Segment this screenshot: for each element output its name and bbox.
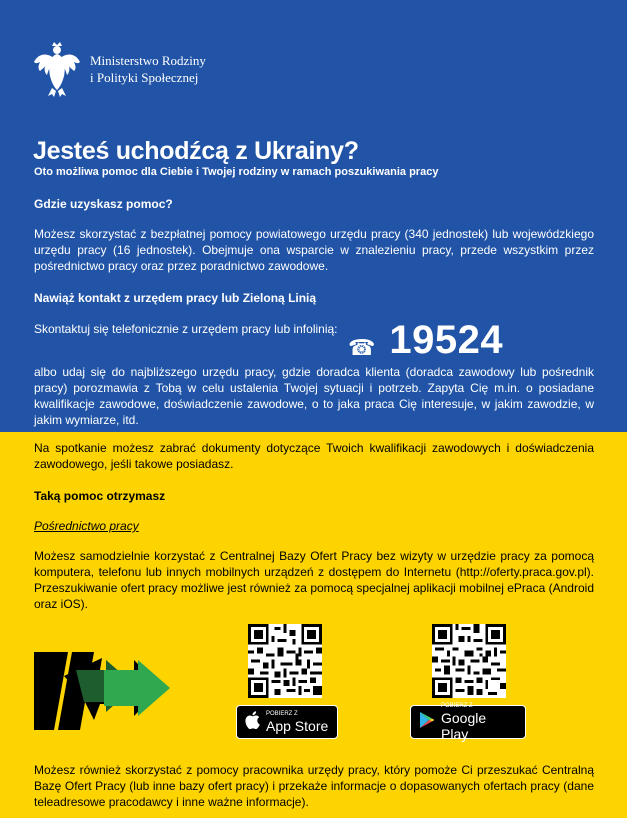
polish-eagle-emblem-icon bbox=[32, 40, 82, 98]
apple-icon bbox=[245, 711, 260, 734]
paragraph-office-help: Możesz również skorzystać z pomocy pracownika urzędy pracy, który pomoże Ci przeszukać Centralną Bazę Ofert Pracy (lub inne bazy ofert pracy) i przekaże informacje o dopasowanych ofertach pracy (dane teleadresowe pracodawcy i inne ważne informacje). bbox=[34, 763, 594, 809]
google-play-label: Google Play bbox=[441, 709, 487, 742]
ministry-name bbox=[90, 52, 206, 86]
app-store-label: App Store bbox=[266, 717, 329, 734]
qr-code-google-play[interactable] bbox=[432, 624, 506, 698]
ministry-name-line1: Ministerstwo Rodziny bbox=[90, 53, 206, 68]
ministry-name-line2: i Polityki Społecznej bbox=[90, 70, 199, 85]
google-play-icon bbox=[419, 711, 435, 734]
app-store-small-label: POBIERZ Z bbox=[266, 710, 298, 717]
google-play-small-label: POBIERZ Z bbox=[441, 702, 473, 709]
page-title: Jesteś uchodźcą z Ukrainy? bbox=[33, 137, 359, 165]
page-subtitle: Oto możliwa pomoc dla Ciebie i Twojej rodziny w ramach poszukiwania pracy bbox=[34, 166, 439, 178]
hotline-number: 19524 bbox=[389, 318, 504, 362]
paragraph-contact-body: albo udaj się do najbliższego urzędu pracy, gdzie doradca klienta (doradca zawodowy lub pośrednik pracy) porozmawia z Tobą w celu ustalenia Twojej sytuacji i potrzeb. Zapyta Cię m.in. o posiadane kwalifikacje zawodowe, doświadczenie zawodowe, o to jaka praca Cię interesuje, w jakim zawodzie, w jakim wymiarze, itd. bbox=[34, 365, 594, 427]
ministry-header bbox=[32, 40, 206, 98]
qr-code-app-store[interactable] bbox=[248, 624, 322, 698]
hotline bbox=[348, 318, 503, 363]
subheading-job-placement: Pośrednictwo pracy bbox=[34, 519, 139, 533]
phone-icon: ☎ bbox=[348, 334, 376, 360]
paragraph-contact-intro: Skontaktuj się telefonicznie z urzędem pracy lub infolinią: bbox=[34, 322, 338, 336]
section-heading-help-received: Taką pomoc otrzymasz bbox=[34, 489, 166, 503]
google-play-button[interactable] bbox=[410, 702, 526, 742]
section-heading-contact: Nawiąż kontakt z urzędem pracy lub Zieloną Linią bbox=[34, 291, 317, 305]
app-store-button[interactable] bbox=[236, 705, 338, 739]
paragraph-documents: Na spotkanie możesz zabrać dokumenty dotyczące Twoich kwalifikacji zawodowych i doświadczenia zawodowego, jeśli takowe posiadasz. bbox=[34, 441, 594, 471]
qr-code-icon bbox=[248, 624, 322, 698]
labour-office-logo-icon bbox=[34, 636, 176, 730]
paragraph-where-help: Możesz skorzystać z bezpłatnej pomocy powiatowego urzędu pracy (340 jednostek) lub wojewódzkiego urzędu pracy (16 jednostek). Obejmuje ona wsparcie w znalezieniu pracy, przede wszystkim przez pośrednictwo pracy oraz przez poradnictwo zawodowe. bbox=[34, 227, 594, 273]
section-heading-where-help: Gdzie uzyskasz pomoc? bbox=[34, 197, 173, 211]
paragraph-job-database: Możesz samodzielnie korzystać z Centralnej Bazy Ofert Pracy bez wizyty w urzędzie pracy za pomocą komputera, telefonu lub innych mobilnych urządzeń z dostępem do Internetu (http://oferty.praca.gov.pl). Przeszukiwanie ofert pracy możliwe jest również za pomocą specjalnej aplikacji mobilnej ePraca (Android oraz iOS). bbox=[34, 549, 594, 611]
qr-code-icon bbox=[432, 624, 506, 698]
